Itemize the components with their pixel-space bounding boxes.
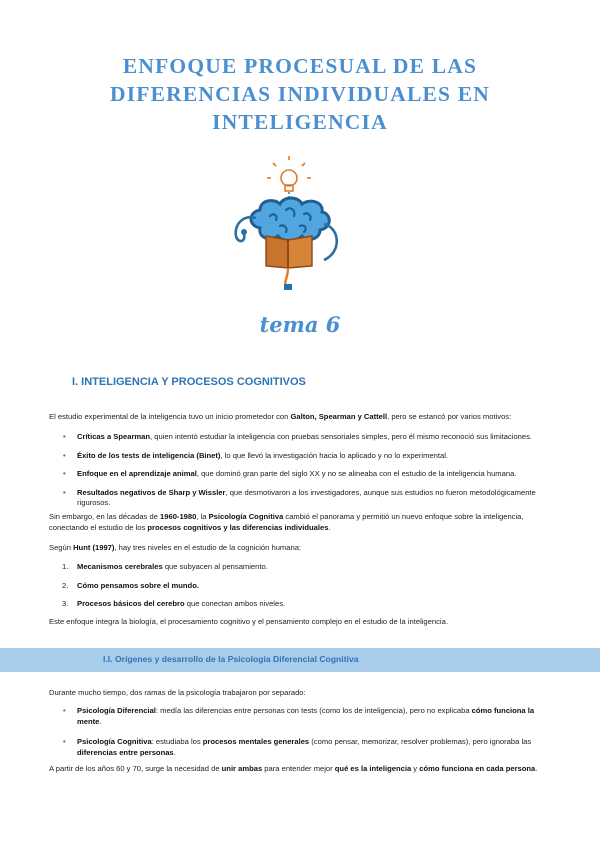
branches-intro: Durante mucho tiempo, dos ramas de la psicología trabajaron por separado:: [49, 688, 306, 697]
list-item: • Psicología Diferencial: medía las diferencias entre personas con tests (como los de inteligencia), pero no explicaba cómo funciona la mente.: [63, 706, 535, 726]
document-title: [0, 52, 600, 136]
branches-list: [49, 706, 554, 766]
title-line-1: ENFOQUE PROCESUAL DE LAS: [122, 54, 478, 78]
closing-paragraph: A partir de los años 60 y 70, surge la necesidad de unir ambas para entender mejor qué es la inteligencia y cómo funciona en cada persona.: [49, 764, 538, 773]
list-item: 2. Cómo pensamos sobre el mundo.: [62, 580, 199, 590]
list-item: • Éxito de los tests de inteligencia (Binet), lo que llevó la investigación hacia lo aplicado y no lo experimental.: [63, 450, 448, 460]
list-item: 1. Mecanismos cerebrales que subyacen al pensamiento.: [62, 562, 268, 571]
cognitive-psychology-paragraph: Sin embargo, en las décadas de 1960-1980, la Psicología Cognitiva cambió el panorama y permitió un nuevo enfoque sobre la inteligencia, conectando el estudio de los procesos cognitivos y las diferencias individuales.: [49, 512, 524, 532]
intro-paragraph: El estudio experimental de la inteligencia tuvo un inicio prometedor con Galton, Spearman y Cattell, pero se estancó por varios motivos:: [49, 412, 512, 421]
book-icon: [266, 236, 312, 268]
subsection-heading: I.I. Orígenes y desarrollo de la Psicología Diferencial Cognitiva: [103, 654, 359, 664]
list-item: • Enfoque en el aprendizaje animal, que dominó gran parte del siglo XX y no se alineaba con el estudio de la inteligencia humana.: [63, 469, 517, 479]
reasons-list: [49, 432, 554, 517]
title-line-2: DIFERENCIAS INDIVIDUALES EN: [109, 82, 491, 106]
hunt-paragraph: Según Hunt (1997), hay tres niveles en el estudio de la cognición humana:: [49, 543, 302, 552]
levels-list: [49, 562, 554, 618]
lightbulb-icon: [267, 156, 311, 191]
brain-icon: [251, 198, 329, 241]
title-line-3: INTELIGENCIA: [212, 110, 388, 134]
subsection-heading-band: [0, 648, 600, 672]
list-item: • Críticas a Spearman, quien intentó estudiar la inteligencia con pruebas sensoriales simples, pero él mismo reconoció sus limitaciones.: [63, 432, 533, 441]
integration-paragraph: Este enfoque integra la biología, el procesamiento cognitivo y el pensamiento complejo en el estudio de la inteligencia.: [49, 617, 448, 626]
subtitle-tema: tema 6: [259, 312, 341, 337]
list-item: • Psicología Cognitiva: estudiaba los procesos mentales generales (como pensar, memorizar, resolver problemas), pero ignoraba las diferencias entre personas.: [63, 737, 532, 757]
section-heading-1: I. INTELIGENCIA Y PROCESOS COGNITIVOS: [72, 376, 306, 388]
list-item: • Resultados negativos de Sharp y Wissler, que desmotivaron a los investigadores, aunque sus estudios no fueron metodológicamente rigurosos.: [63, 487, 536, 508]
list-item: 3. Procesos básicos del cerebro que conectan ambos niveles.: [62, 599, 286, 609]
brain-book-illustration: [212, 156, 362, 296]
